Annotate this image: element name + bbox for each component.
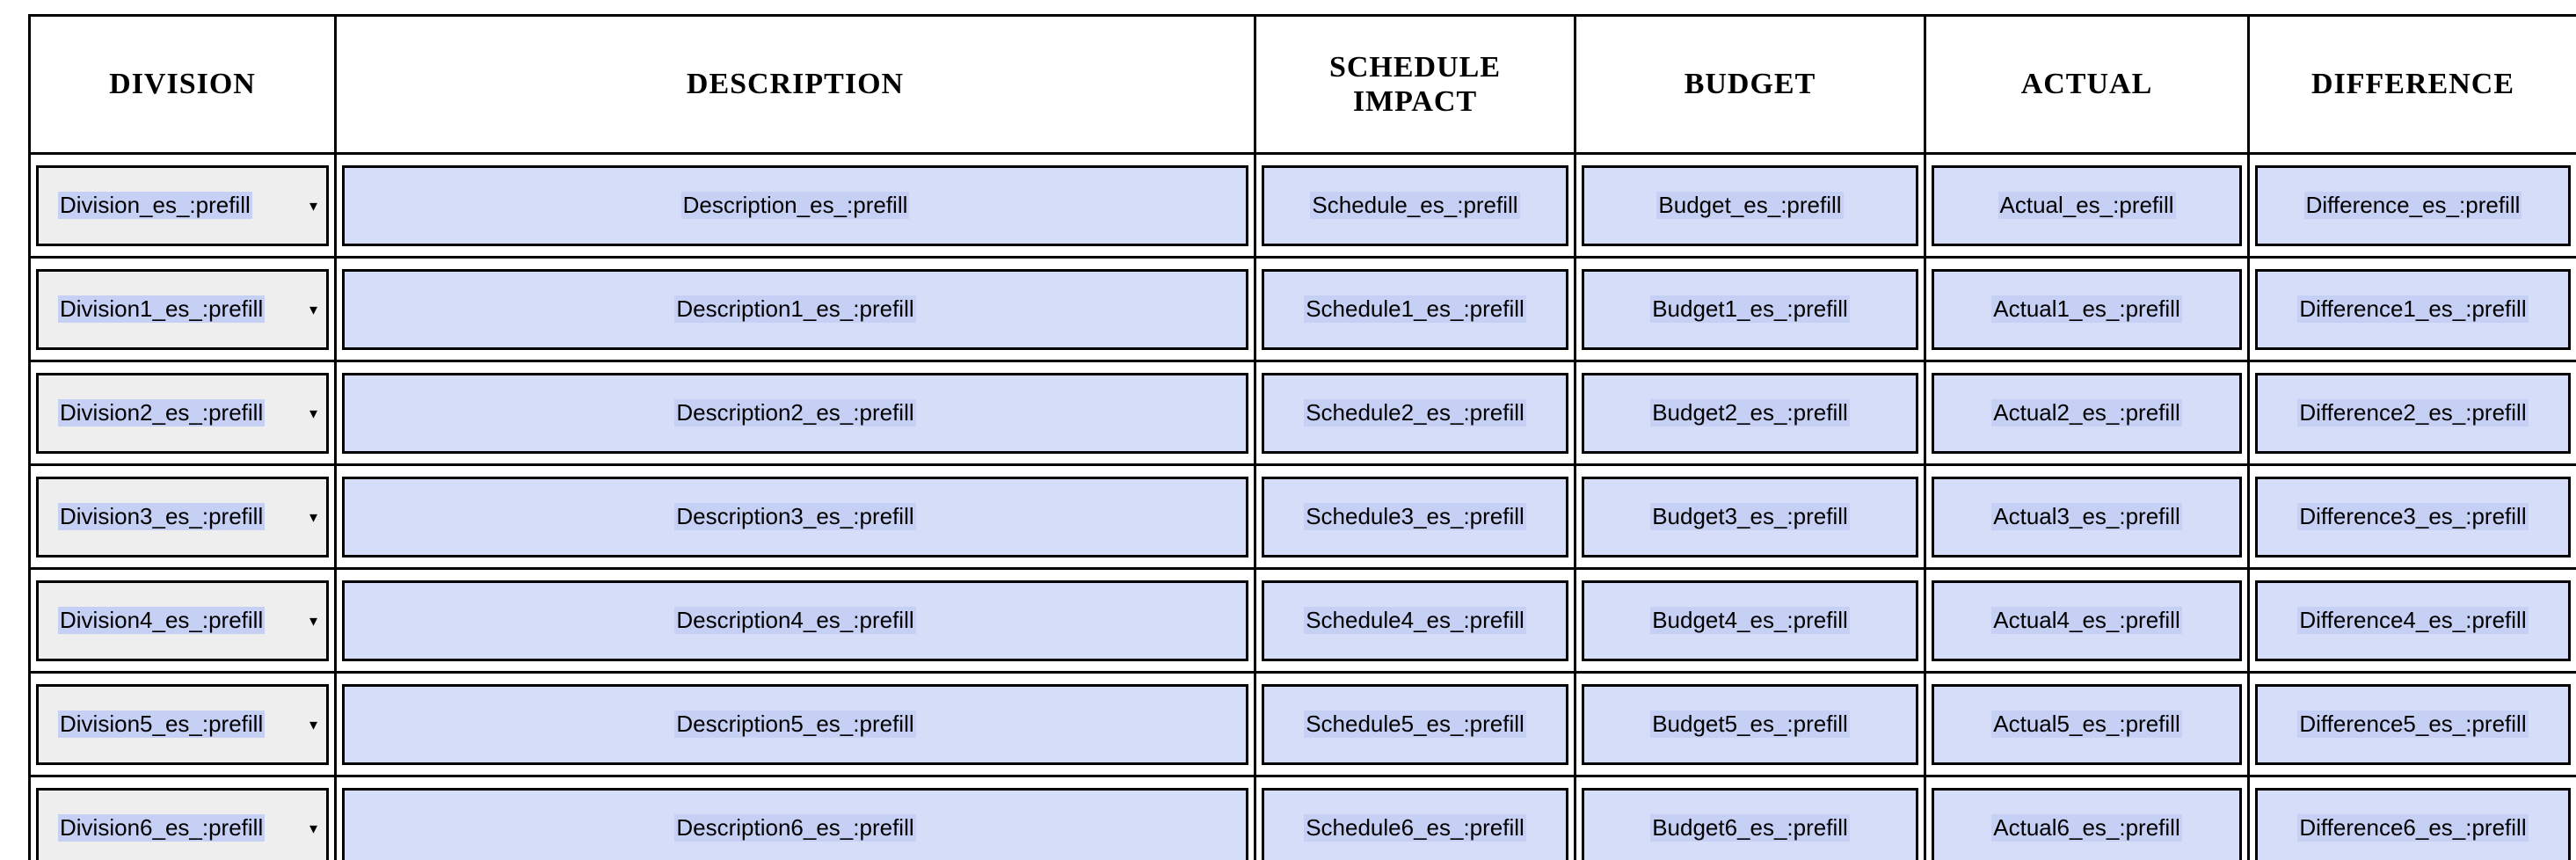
cell-schedule-impact: [1255, 154, 1575, 258]
actual-input[interactable]: [1932, 165, 2242, 246]
actual-value: Actual4_es_:prefill: [1993, 607, 2180, 634]
difference-value: Difference2_es_:prefill: [2299, 399, 2527, 426]
description-input[interactable]: [342, 788, 1248, 860]
cell-description: [336, 673, 1255, 776]
budget-value: Budget1_es_:prefill: [1652, 295, 1848, 323]
header-schedule-impact-line2: IMPACT: [1352, 85, 1478, 118]
cell-description: [336, 154, 1255, 258]
cell-budget: [1575, 154, 1925, 258]
difference-value: Difference_es_:prefill: [2305, 192, 2521, 219]
header-actual: ACTUAL: [1925, 16, 2249, 154]
table-row: [30, 776, 2576, 860]
cell-schedule-impact: [1255, 465, 1575, 569]
budget-input[interactable]: [1582, 373, 1918, 454]
header-difference: DIFFERENCE: [2249, 16, 2576, 154]
cell-division: [30, 361, 336, 465]
division-dropdown[interactable]: [36, 165, 329, 246]
actual-value: Actual5_es_:prefill: [1993, 711, 2180, 738]
division-dropdown[interactable]: [36, 269, 329, 350]
cell-difference: [2249, 776, 2576, 860]
table-row: [30, 361, 2576, 465]
budget-input[interactable]: [1582, 477, 1918, 558]
actual-input[interactable]: [1932, 788, 2242, 860]
chevron-down-icon[interactable]: ▾: [309, 611, 317, 630]
cell-description: [336, 258, 1255, 361]
chevron-down-icon[interactable]: ▾: [309, 196, 317, 215]
table-header-row: [30, 16, 2576, 154]
schedule-value: Schedule4_es_:prefill: [1306, 607, 1524, 634]
cell-difference: [2249, 465, 2576, 569]
cell-actual: [1925, 258, 2249, 361]
table-row: [30, 569, 2576, 673]
cell-actual: [1925, 465, 2249, 569]
budget-value: Budget_es_:prefill: [1658, 192, 1842, 219]
budget-value: Budget6_es_:prefill: [1652, 814, 1848, 842]
cell-difference: [2249, 154, 2576, 258]
schedule-input[interactable]: [1262, 373, 1568, 454]
schedule-input[interactable]: [1262, 477, 1568, 558]
header-schedule-impact: [1255, 16, 1575, 154]
cell-division: [30, 465, 336, 569]
division-dropdown[interactable]: [36, 580, 329, 661]
budget-input[interactable]: [1582, 684, 1918, 765]
cell-actual: [1925, 361, 2249, 465]
actual-value: Actual3_es_:prefill: [1993, 503, 2180, 530]
actual-input[interactable]: [1932, 580, 2242, 661]
description-input[interactable]: [342, 477, 1248, 558]
actual-value: Actual1_es_:prefill: [1993, 295, 2180, 323]
chevron-down-icon[interactable]: ▾: [309, 404, 317, 422]
schedule-value: Schedule_es_:prefill: [1312, 192, 1518, 219]
cell-schedule-impact: [1255, 361, 1575, 465]
division-value: Division_es_:prefill: [60, 192, 251, 219]
cell-division: [30, 776, 336, 860]
cell-budget: [1575, 569, 1925, 673]
actual-input[interactable]: [1932, 477, 2242, 558]
cell-description: [336, 569, 1255, 673]
cell-difference: [2249, 361, 2576, 465]
description-value: Description5_es_:prefill: [676, 711, 914, 738]
form-sheet: [0, 14, 2576, 860]
division-value: Division6_es_:prefill: [60, 814, 264, 842]
cell-difference: [2249, 569, 2576, 673]
schedule-value: Schedule6_es_:prefill: [1306, 814, 1524, 842]
description-value: Description4_es_:prefill: [676, 607, 914, 634]
cell-description: [336, 465, 1255, 569]
division-dropdown[interactable]: [36, 788, 329, 860]
description-value: Description_es_:prefill: [682, 192, 908, 219]
description-input[interactable]: [342, 165, 1248, 246]
difference-input[interactable]: [2255, 269, 2571, 350]
budget-value: Budget5_es_:prefill: [1652, 711, 1848, 738]
difference-value: Difference4_es_:prefill: [2299, 607, 2527, 634]
cell-schedule-impact: [1255, 569, 1575, 673]
cell-description: [336, 361, 1255, 465]
difference-input[interactable]: [2255, 580, 2571, 661]
budget-impact-table: [28, 14, 2576, 860]
cell-schedule-impact: [1255, 258, 1575, 361]
division-dropdown[interactable]: [36, 684, 329, 765]
chevron-down-icon[interactable]: ▾: [309, 300, 317, 318]
budget-input[interactable]: [1582, 269, 1918, 350]
budget-value: Budget3_es_:prefill: [1652, 503, 1848, 530]
cell-division: [30, 569, 336, 673]
header-division: DIVISION: [30, 16, 336, 154]
schedule-value: Schedule5_es_:prefill: [1306, 711, 1524, 738]
difference-value: Difference5_es_:prefill: [2299, 711, 2527, 738]
table-row: [30, 673, 2576, 776]
cell-division: [30, 154, 336, 258]
cell-schedule-impact: [1255, 673, 1575, 776]
budget-input[interactable]: [1582, 165, 1918, 246]
division-value: Division5_es_:prefill: [60, 711, 264, 738]
actual-value: Actual_es_:prefill: [1999, 192, 2174, 219]
cell-description: [336, 776, 1255, 860]
schedule-input[interactable]: [1262, 269, 1568, 350]
difference-value: Difference1_es_:prefill: [2299, 295, 2527, 323]
budget-input[interactable]: [1582, 788, 1918, 860]
cell-division: [30, 258, 336, 361]
cell-difference: [2249, 258, 2576, 361]
schedule-input[interactable]: [1262, 684, 1568, 765]
schedule-value: Schedule3_es_:prefill: [1306, 503, 1524, 530]
table-row: [30, 465, 2576, 569]
description-input[interactable]: [342, 269, 1248, 350]
table-row: [30, 258, 2576, 361]
table-row: [30, 154, 2576, 258]
cell-actual: [1925, 673, 2249, 776]
chevron-down-icon[interactable]: ▾: [309, 715, 317, 733]
schedule-value: Schedule2_es_:prefill: [1306, 399, 1524, 426]
schedule-input[interactable]: [1262, 788, 1568, 860]
division-value: Division1_es_:prefill: [60, 295, 264, 323]
difference-input[interactable]: [2255, 477, 2571, 558]
division-value: Division2_es_:prefill: [60, 399, 264, 426]
difference-input[interactable]: [2255, 684, 2571, 765]
difference-input[interactable]: [2255, 788, 2571, 860]
actual-value: Actual2_es_:prefill: [1993, 399, 2180, 426]
difference-input[interactable]: [2255, 373, 2571, 454]
actual-input[interactable]: [1932, 269, 2242, 350]
budget-input[interactable]: [1582, 580, 1918, 661]
budget-value: Budget4_es_:prefill: [1652, 607, 1848, 634]
description-value: Description6_es_:prefill: [676, 814, 914, 842]
actual-value: Actual6_es_:prefill: [1993, 814, 2180, 842]
description-input[interactable]: [342, 684, 1248, 765]
description-value: Description1_es_:prefill: [676, 295, 914, 323]
header-budget: BUDGET: [1575, 16, 1925, 154]
division-dropdown[interactable]: [36, 477, 329, 558]
cell-budget: [1575, 361, 1925, 465]
difference-value: Difference6_es_:prefill: [2299, 814, 2527, 842]
cell-actual: [1925, 569, 2249, 673]
header-description: DESCRIPTION: [336, 16, 1255, 154]
cell-budget: [1575, 465, 1925, 569]
cell-difference: [2249, 673, 2576, 776]
chevron-down-icon[interactable]: ▾: [309, 507, 317, 526]
schedule-input[interactable]: [1262, 580, 1568, 661]
division-value: Division4_es_:prefill: [60, 607, 264, 634]
cell-budget: [1575, 673, 1925, 776]
description-input[interactable]: [342, 373, 1248, 454]
cell-budget: [1575, 258, 1925, 361]
cell-division: [30, 673, 336, 776]
chevron-down-icon[interactable]: ▾: [309, 819, 317, 837]
difference-value: Difference3_es_:prefill: [2299, 503, 2527, 530]
cell-budget: [1575, 776, 1925, 860]
header-schedule-impact-line1: SCHEDULE: [1328, 50, 1502, 84]
cell-actual: [1925, 154, 2249, 258]
actual-input[interactable]: [1932, 373, 2242, 454]
division-dropdown[interactable]: [36, 373, 329, 454]
description-value: Description3_es_:prefill: [676, 503, 914, 530]
description-input[interactable]: [342, 580, 1248, 661]
division-value: Division3_es_:prefill: [60, 503, 264, 530]
actual-input[interactable]: [1932, 684, 2242, 765]
schedule-input[interactable]: [1262, 165, 1568, 246]
description-value: Description2_es_:prefill: [676, 399, 914, 426]
budget-value: Budget2_es_:prefill: [1652, 399, 1848, 426]
cell-actual: [1925, 776, 2249, 860]
table-body: [30, 154, 2576, 860]
schedule-value: Schedule1_es_:prefill: [1306, 295, 1524, 323]
difference-input[interactable]: [2255, 165, 2571, 246]
cell-schedule-impact: [1255, 776, 1575, 860]
